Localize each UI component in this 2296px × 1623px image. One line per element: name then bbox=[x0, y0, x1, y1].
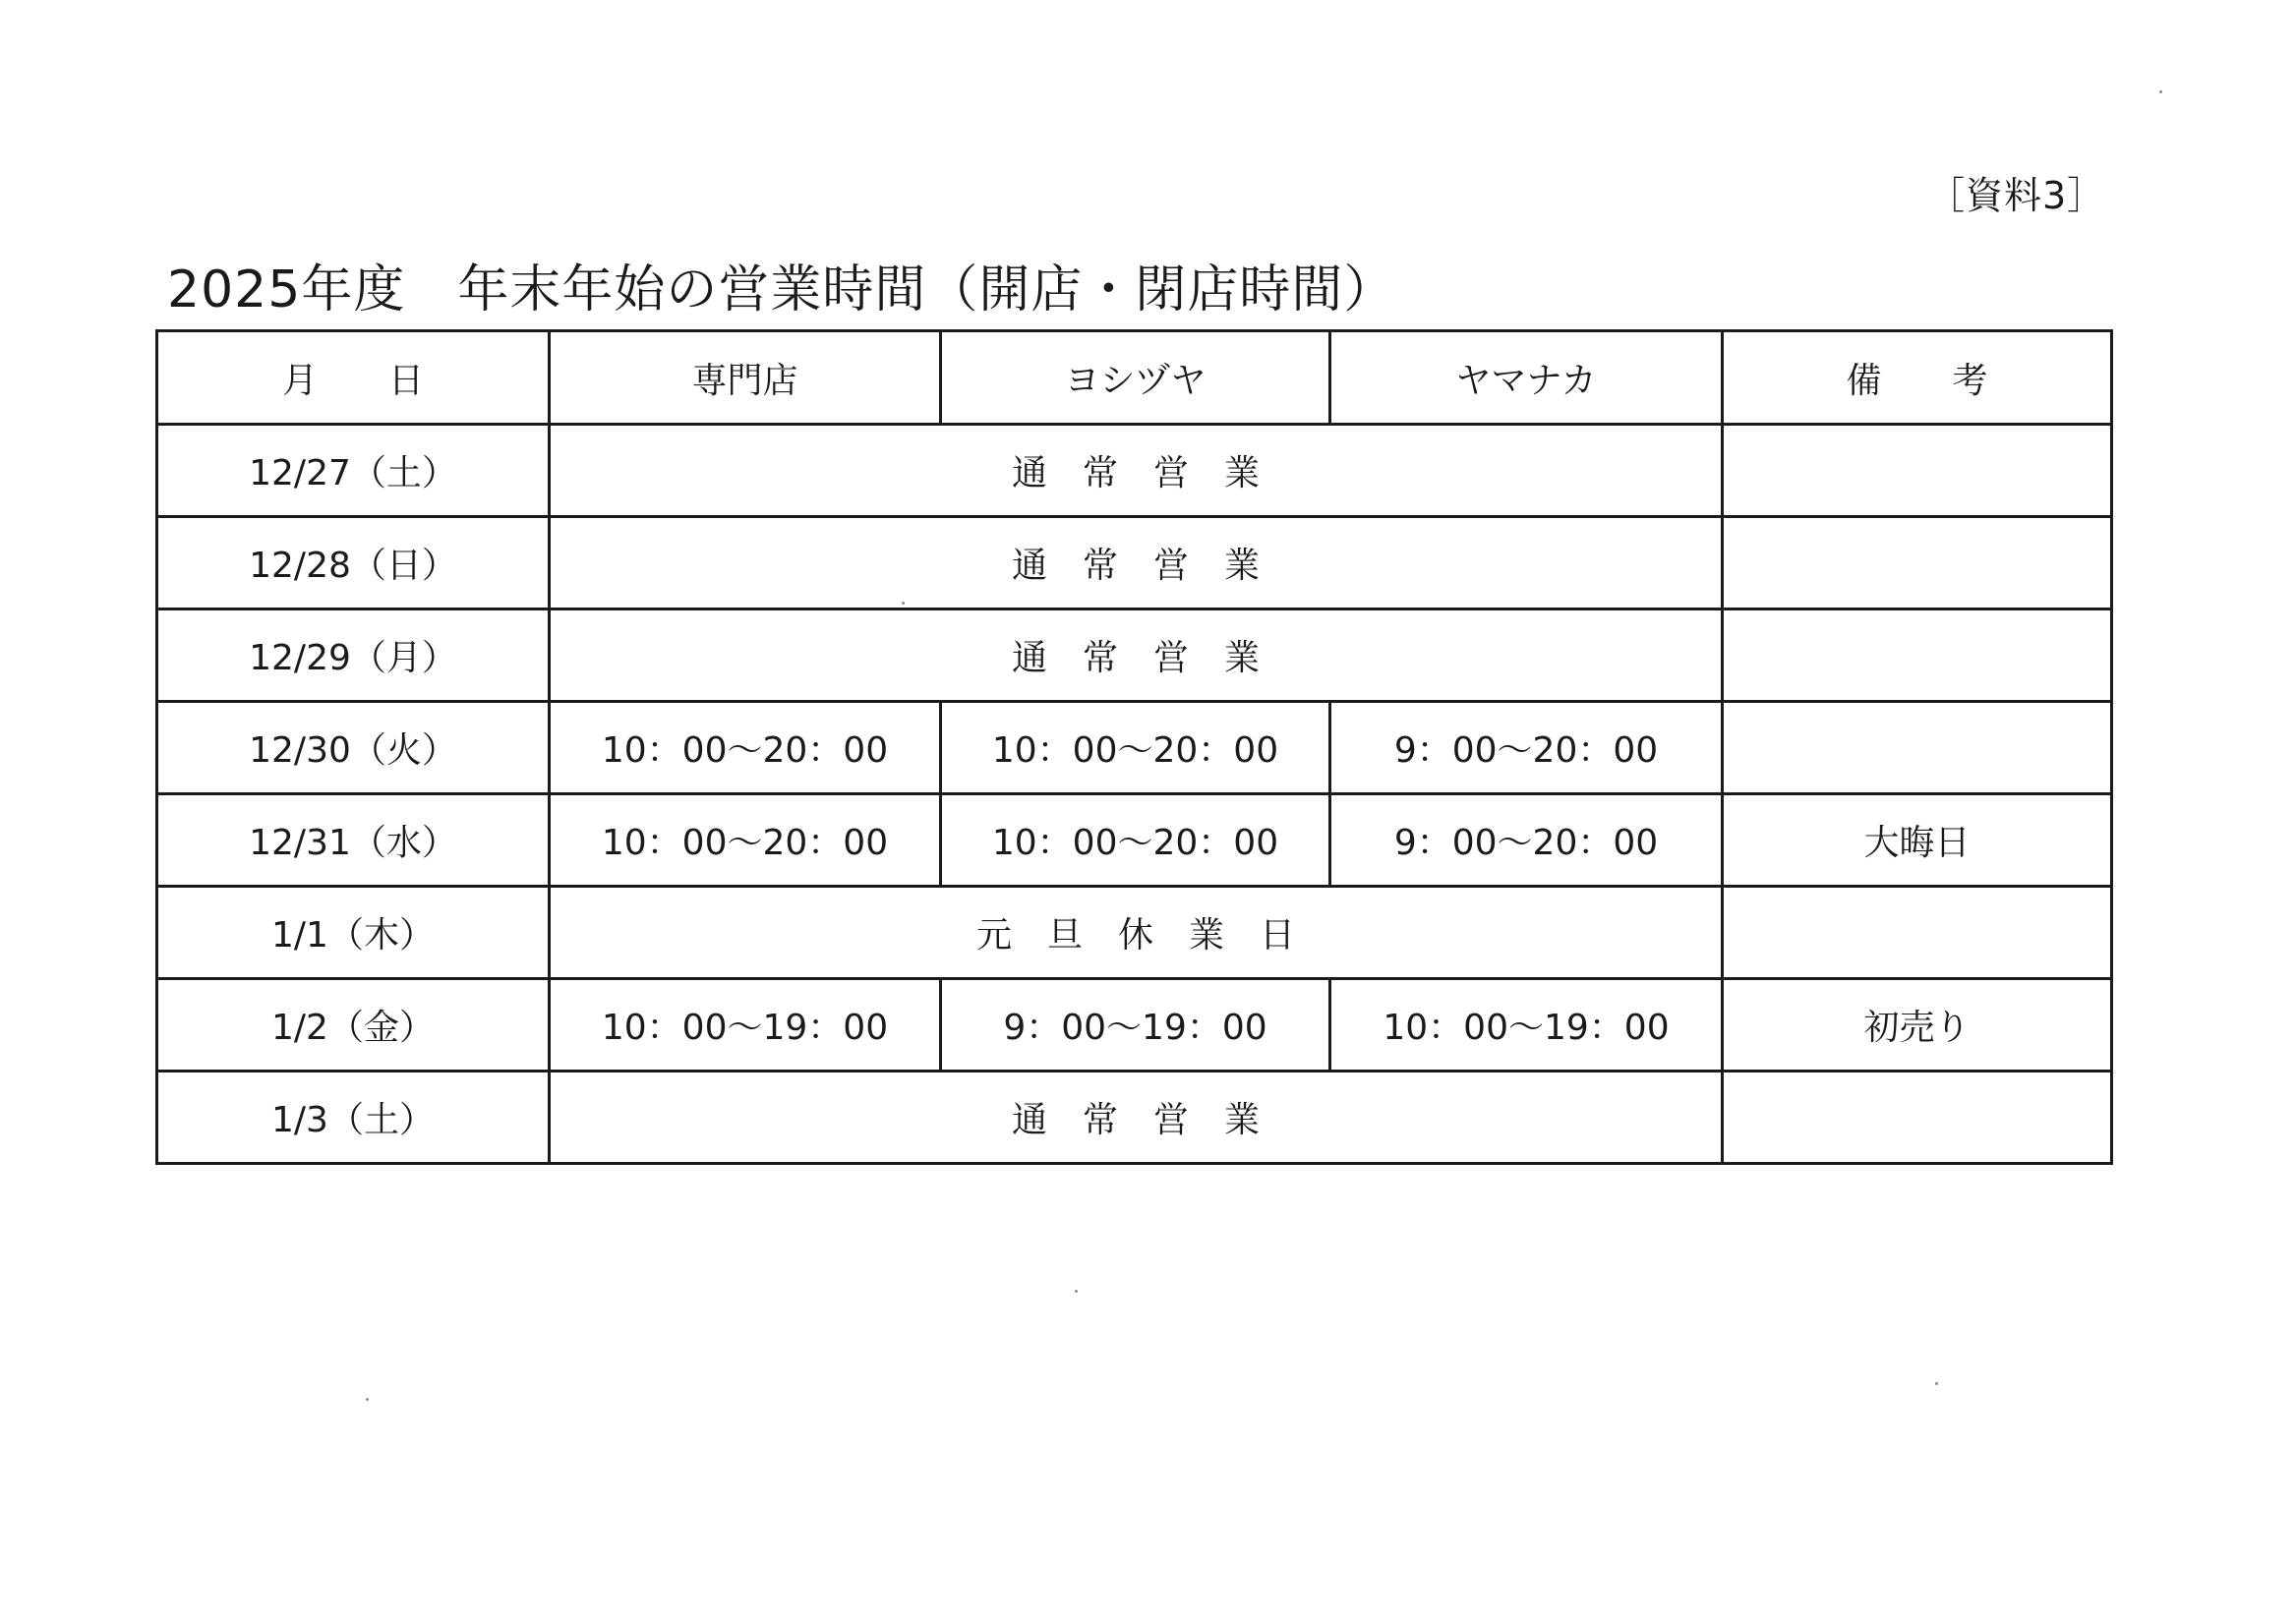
header-remarks: 備 考 bbox=[1723, 331, 2112, 425]
scan-speck bbox=[1935, 1382, 1938, 1385]
table-row bbox=[157, 609, 2112, 702]
row-yoshizuya-hours: 10：00～20：00 bbox=[941, 794, 1330, 887]
row-date: 1/3（土） bbox=[157, 1072, 550, 1164]
row-remarks bbox=[1723, 702, 2112, 794]
row-merged-status: 通 常 営 業 bbox=[550, 609, 1723, 702]
table-row bbox=[157, 887, 2112, 979]
row-remarks bbox=[1723, 1072, 2112, 1164]
row-merged-status: 通 常 営 業 bbox=[550, 517, 1723, 609]
row-yoshizuya-hours: 9：00～19：00 bbox=[941, 979, 1330, 1072]
row-remarks: 大晦日 bbox=[1723, 794, 2112, 887]
row-merged-status: 元 旦 休 業 日 bbox=[550, 887, 1723, 979]
row-date: 12/27（土） bbox=[157, 425, 550, 517]
row-date: 12/29（月） bbox=[157, 609, 550, 702]
business-hours-table bbox=[155, 329, 2113, 1165]
table-row bbox=[157, 517, 2112, 609]
row-yamanaka-hours: 10：00～19：00 bbox=[1330, 979, 1723, 1072]
row-date: 12/30（火） bbox=[157, 702, 550, 794]
row-date: 12/31（水） bbox=[157, 794, 550, 887]
row-merged-status: 通 常 営 業 bbox=[550, 1072, 1723, 1164]
table-row bbox=[157, 794, 2112, 887]
row-yoshizuya-hours: 10：00～20：00 bbox=[941, 702, 1330, 794]
row-remarks bbox=[1723, 609, 2112, 702]
header-date: 月 日 bbox=[157, 331, 550, 425]
row-yamanaka-hours: 9：00～20：00 bbox=[1330, 702, 1723, 794]
table-row bbox=[157, 425, 2112, 517]
row-remarks bbox=[1723, 517, 2112, 609]
row-date: 12/28（日） bbox=[157, 517, 550, 609]
header-senmonten: 専門店 bbox=[550, 331, 941, 425]
header-yoshizuya: ヨシヅヤ bbox=[941, 331, 1330, 425]
scan-speck bbox=[902, 602, 905, 605]
table-row bbox=[157, 979, 2112, 1072]
document-label: ［資料3］ bbox=[1927, 174, 2106, 217]
row-merged-status: 通 常 営 業 bbox=[550, 425, 1723, 517]
scan-speck bbox=[2159, 90, 2162, 93]
row-yamanaka-hours: 9：00～20：00 bbox=[1330, 794, 1723, 887]
row-remarks: 初売り bbox=[1723, 979, 2112, 1072]
row-senmonten-hours: 10：00～20：00 bbox=[550, 794, 941, 887]
table-header-row bbox=[157, 331, 2112, 425]
table-row bbox=[157, 1072, 2112, 1164]
row-date: 1/1（木） bbox=[157, 887, 550, 979]
row-remarks bbox=[1723, 887, 2112, 979]
row-remarks bbox=[1723, 425, 2112, 517]
row-senmonten-hours: 10：00～20：00 bbox=[550, 702, 941, 794]
table-row bbox=[157, 702, 2112, 794]
scan-speck bbox=[1075, 1290, 1078, 1293]
row-date: 1/2（金） bbox=[157, 979, 550, 1072]
header-yamanaka: ヤマナカ bbox=[1330, 331, 1723, 425]
scan-speck bbox=[366, 1398, 369, 1401]
document-title: 2025年度 年末年始の営業時間（開店・閉店時間） bbox=[167, 261, 1396, 319]
row-senmonten-hours: 10：00～19：00 bbox=[550, 979, 941, 1072]
